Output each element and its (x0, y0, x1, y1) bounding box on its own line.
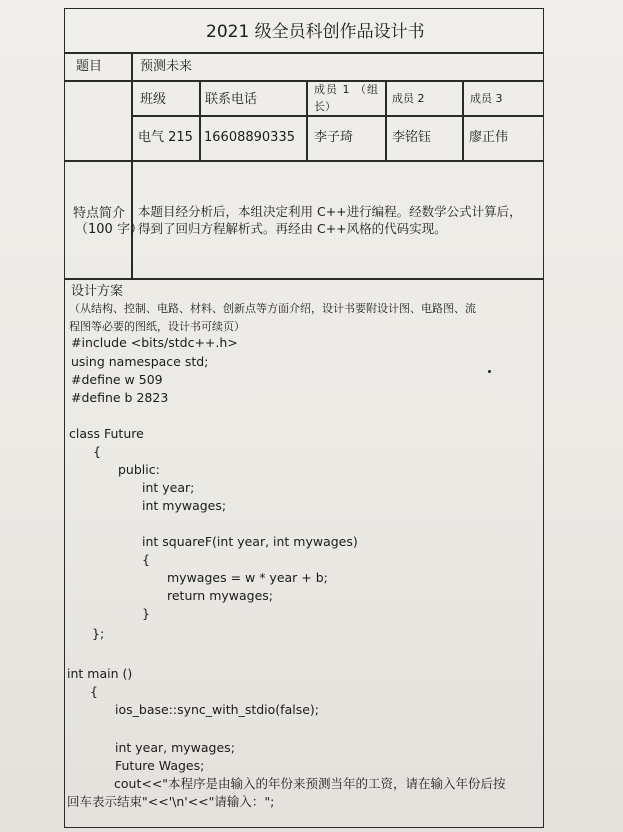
design-heading: 设计方案 (71, 284, 124, 299)
col-divider (199, 80, 201, 160)
summary-label: 特点简介 (73, 206, 126, 221)
header-class: 班级 (140, 92, 167, 107)
header-member1-cont: 长） (314, 100, 336, 113)
code-line: int year, mywages; (115, 740, 235, 755)
code-line: int year; (142, 480, 195, 495)
code-line: return mywages; (167, 588, 273, 603)
code-line: mywages = w * year + b; (167, 570, 328, 585)
code-line: #define w 509 (71, 372, 163, 387)
header-phone: 联系电话 (205, 92, 258, 107)
value-member1: 李子琦 (314, 130, 354, 145)
topic-value: 预测未来 (140, 59, 193, 74)
col-divider (462, 80, 464, 160)
row-divider (131, 115, 544, 117)
code-line: #define b 2823 (71, 390, 169, 405)
design-note: 程图等必要的图纸，设计书可续页） (69, 320, 245, 333)
row-divider (64, 160, 544, 162)
document-title: 2021 级全员科创作品设计书 (206, 22, 425, 42)
code-line: 回车表示结束"<<'\n'<<"请输入："; (67, 794, 275, 809)
row-divider (64, 278, 544, 280)
value-member2: 李铭钰 (392, 130, 432, 145)
code-line: { (142, 552, 150, 567)
row-divider (64, 52, 544, 54)
value-member3: 廖正伟 (469, 130, 509, 145)
code-line: { (90, 684, 98, 699)
code-line: using namespace std; (71, 354, 209, 369)
design-note: （从结构、控制、电路、材料、创新点等方面介绍，设计书要附设计图、电路图、流 (69, 302, 476, 315)
code-line: class Future (69, 426, 144, 441)
value-phone: 16608890335 (204, 130, 295, 145)
code-line: int main () (67, 666, 133, 681)
header-member1: 成员 1 （组 (314, 83, 379, 96)
code-line: }; (92, 626, 105, 641)
code-line: ios_base::sync_with_stdio(false); (115, 702, 319, 717)
code-line: Future Wages; (115, 758, 205, 773)
ink-speck (488, 370, 491, 373)
col-divider (385, 80, 387, 160)
summary-label-count: （100 字） (75, 222, 143, 237)
summary-text: 得到了回归方程解析式。再经由 C++风格的代码实现。 (138, 221, 447, 236)
code-line: public: (118, 462, 160, 477)
code-line: { (93, 444, 101, 459)
code-line: int squareF(int year, int mywages) (142, 534, 358, 549)
topic-label: 题目 (76, 59, 103, 74)
value-class: 电气 215 (138, 130, 193, 145)
header-member3: 成员 3 (470, 92, 503, 105)
code-line: #include <bits/stdc++.h> (71, 335, 238, 350)
col-divider (306, 80, 308, 160)
col-divider (131, 52, 133, 278)
summary-text: 本题目经分析后，本组决定利用 C++进行编程。经数学公式计算后， (138, 204, 522, 219)
row-divider (64, 80, 544, 82)
code-line: int mywages; (142, 498, 227, 513)
code-line: } (142, 606, 150, 621)
code-line: cout<<"本程序是由输入的年份来预测当年的工资，请在输入年份后按 (114, 776, 506, 791)
header-member2: 成员 2 (392, 92, 425, 105)
